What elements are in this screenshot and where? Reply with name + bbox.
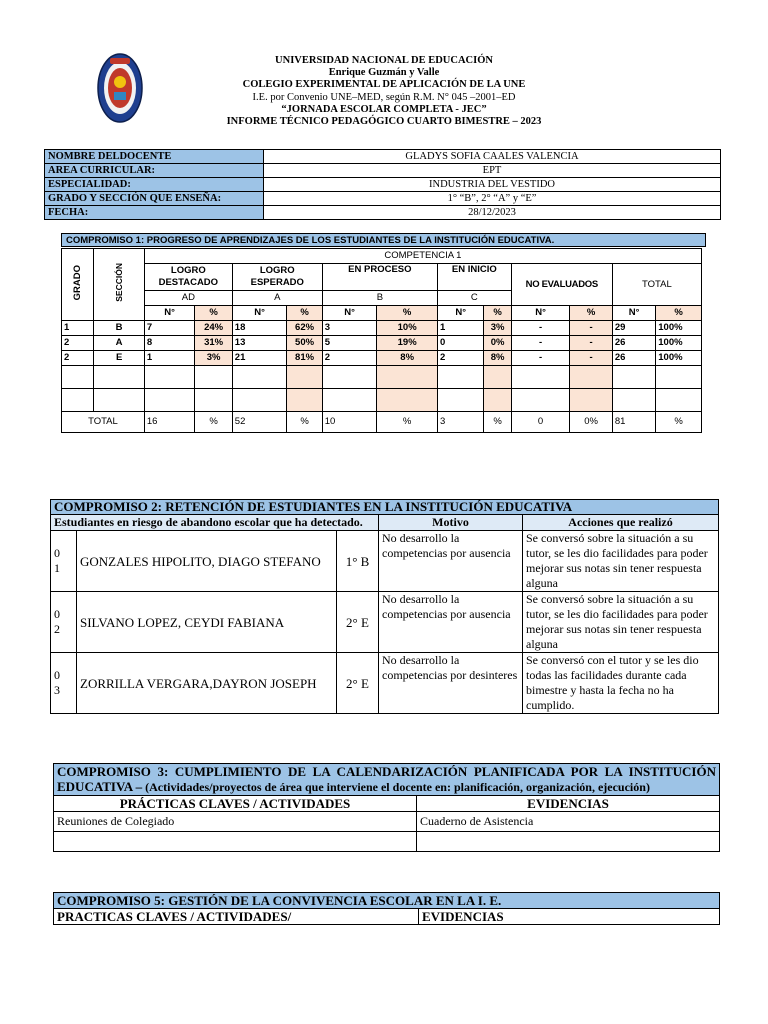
cell: 24% — [195, 321, 232, 336]
practicas-header: PRÁCTICAS CLAVES / ACTIVIDADES — [54, 796, 417, 812]
en-inicio-header: EN INICIO — [437, 264, 511, 291]
evidence-cell: Cuaderno de Asistencia — [417, 812, 720, 832]
b-label: B — [322, 291, 437, 306]
compromiso-2-title: COMPROMISO 2: RETENCIÓN DE ESTUDIANTES EN LA INSTITUCIÓN EDUCATIVA — [51, 500, 719, 515]
pct-header: % — [570, 306, 612, 321]
compromiso-5-title: COMPROMISO 5: GESTIÓN DE LA CONVIVENCIA ESCOLAR EN LA I. E. — [54, 893, 720, 909]
cell — [195, 389, 232, 412]
cell — [62, 389, 94, 412]
cell — [437, 366, 483, 389]
teacher-info-table — [44, 149, 721, 220]
cell: % — [484, 412, 511, 433]
table-row — [62, 351, 702, 366]
info-value: GLADYS SOFIA CAALES VALENCIA — [264, 150, 721, 164]
university-seal-logo — [96, 52, 144, 124]
student-grade: 2° E — [337, 592, 379, 653]
cell — [570, 389, 612, 412]
cell: 2 — [322, 351, 377, 366]
cell — [287, 366, 322, 389]
cell: 81% — [287, 351, 322, 366]
cell: 10% — [377, 321, 438, 336]
cell: % — [656, 412, 702, 433]
cell — [656, 366, 702, 389]
student-grade: 2° E — [337, 653, 379, 714]
cell — [511, 389, 570, 412]
cell: 13 — [232, 336, 287, 351]
cell: % — [195, 412, 232, 433]
compromiso-3-table — [53, 763, 720, 852]
cell: 0% — [570, 412, 612, 433]
info-row — [45, 164, 721, 178]
cell — [377, 366, 438, 389]
no-evaluados-header: NO EVALUADOS — [511, 264, 612, 306]
cell: A — [94, 336, 145, 351]
practicas-header: PRACTICAS CLAVES / ACTIVIDADES/ — [54, 909, 419, 925]
competencia-header: COMPETENCIA 1 — [144, 249, 701, 264]
cell: 19% — [377, 336, 438, 351]
motivo-header: Motivo — [379, 515, 523, 531]
cell: 10 — [322, 412, 377, 433]
student-name: ZORRILLA VERGARA,DAYRON JOSEPH — [77, 653, 337, 714]
info-value: INDUSTRIA DEL VESTIDO — [264, 178, 721, 192]
info-label: FECHA: — [45, 206, 264, 220]
table-row — [51, 653, 719, 714]
table-row — [54, 812, 720, 832]
cell: 8% — [377, 351, 438, 366]
activity-cell: Reuniones de Colegiado — [54, 812, 417, 832]
cell: 31% — [195, 336, 232, 351]
seccion-header: SECCIÓN — [94, 249, 145, 321]
cell: 3% — [484, 321, 511, 336]
cell: B — [94, 321, 145, 336]
cell: 0 — [511, 412, 570, 433]
info-row — [45, 206, 721, 220]
acciones-header: Acciones que realizó — [523, 515, 719, 531]
n-header: N° — [437, 306, 483, 321]
n-header: N° — [511, 306, 570, 321]
cell: - — [511, 321, 570, 336]
cell: 8 — [144, 336, 195, 351]
cell — [322, 366, 377, 389]
motivo: No desarrollo la competencias por ausencia — [379, 592, 523, 653]
row-number: 0 2 — [51, 592, 77, 653]
motivo: No desarrollo la competencias por desinteres — [379, 653, 523, 714]
cell: - — [570, 321, 612, 336]
student-name: GONZALES HIPOLITO, DIAGO STEFANO — [77, 531, 337, 592]
program-name: “JORNADA ESCOLAR COMPLETA - JEC” — [281, 103, 487, 115]
cell: 1 — [437, 321, 483, 336]
acciones: Se conversó sobre la situación a su tutor, se les dio facilidades para poder mejorar sus notas sin tener respuesta alguna — [523, 531, 719, 592]
table-row — [51, 531, 719, 592]
cell — [612, 389, 655, 412]
info-label: AREA CURRICULAR: — [45, 164, 264, 178]
n-header: N° — [612, 306, 655, 321]
cell: 18 — [232, 321, 287, 336]
report-title: INFORME TÉCNICO PEDAGÓGICO CUARTO BIMESTRE – 2023 — [226, 116, 542, 128]
info-value: 28/12/2023 — [264, 206, 721, 220]
info-row — [45, 150, 721, 164]
cell: % — [377, 412, 438, 433]
table-row — [51, 592, 719, 653]
cell: 0% — [484, 336, 511, 351]
table-row — [62, 336, 702, 351]
cell — [94, 389, 145, 412]
n-header: N° — [144, 306, 195, 321]
info-label: ESPECIALIDAD: — [45, 178, 264, 192]
student-name: SILVANO LOPEZ, CEYDI FABIANA — [77, 592, 337, 653]
evidencias-header: EVIDENCIAS — [417, 796, 720, 812]
cell — [144, 366, 195, 389]
empty-row — [62, 366, 702, 389]
motivo: No desarrollo la competencias por ausencia — [379, 531, 523, 592]
cell: 3 — [437, 412, 483, 433]
cell: - — [511, 351, 570, 366]
cell: 2 — [62, 336, 94, 351]
a-label: A — [232, 291, 322, 306]
total-header: TOTAL — [612, 264, 701, 306]
students-at-risk-header: Estudiantes en riesgo de abandono escolar que ha detectado. — [51, 515, 379, 531]
document-header — [150, 55, 618, 128]
info-value: EPT — [264, 164, 721, 178]
cell — [195, 366, 232, 389]
pct-header: % — [377, 306, 438, 321]
grado-header: GRADO — [62, 249, 94, 321]
cell — [287, 389, 322, 412]
pct-header: % — [195, 306, 232, 321]
pct-header: % — [484, 306, 511, 321]
cell — [437, 389, 483, 412]
cell: - — [570, 336, 612, 351]
compromiso-3-title — [54, 764, 720, 796]
agreement-line: I.E. por Convenio UNE–MED, según R.M. N° 045 –2001–ED — [252, 91, 516, 103]
cell — [656, 389, 702, 412]
logro-destacado-header: LOGRO DESTACADO — [144, 264, 232, 291]
cell: 16 — [144, 412, 195, 433]
cell — [232, 389, 287, 412]
compromiso-5-table — [53, 892, 720, 925]
cell: 50% — [287, 336, 322, 351]
cell: 1 — [62, 321, 94, 336]
school-name: COLEGIO EXPERIMENTAL DE APLICACIÓN DE LA UNE — [242, 79, 526, 91]
info-row — [45, 178, 721, 192]
university-name: UNIVERSIDAD NACIONAL DE EDUCACIÓN — [275, 55, 493, 66]
cell: E — [94, 351, 145, 366]
compromiso-1-title: COMPROMISO 1: PROGRESO DE APRENDIZAJES DE LOS ESTUDIANTES DE LA INSTITUCIÓN EDUCATIVA. — [61, 233, 706, 247]
cell: 5 — [322, 336, 377, 351]
acciones: Se conversó con el tutor y se les dio todas las facilidades durante cada bimestre y hasta la fecha no ha cumplido. — [523, 653, 719, 714]
cell: 26 — [612, 336, 655, 351]
cell: 21 — [232, 351, 287, 366]
university-subtitle: Enrique Guzmán y Valle — [328, 67, 440, 79]
cell: 100% — [656, 351, 702, 366]
cell — [511, 366, 570, 389]
cell: 2 — [437, 351, 483, 366]
info-row — [45, 192, 721, 206]
cell — [322, 389, 377, 412]
cell: 81 — [612, 412, 655, 433]
total-label: TOTAL — [62, 412, 145, 433]
logro-esperado-header: LOGRO ESPERADO — [232, 264, 322, 291]
ad-label: AD — [144, 291, 232, 306]
compromiso-3-title-main: COMPROMISO 3: CUMPLIMIENTO DE LA CALENDARIZACIÓN PLANIFICADA POR LA INSTITUCIÓN EDUCATIVA – — [57, 764, 716, 794]
n-header: N° — [232, 306, 287, 321]
student-grade: 1° B — [337, 531, 379, 592]
cell — [484, 389, 511, 412]
cell — [612, 366, 655, 389]
cell — [570, 366, 612, 389]
compromiso-3-title-detail: (Actividades/proyectos de área que interviene el docente en: planificación, organización, ejecución) — [142, 780, 650, 794]
c-label: C — [437, 291, 511, 306]
en-proceso-header: EN PROCESO — [322, 264, 437, 291]
info-label: GRADO Y SECCIÓN QUE ENSEÑA: — [45, 192, 264, 206]
cell — [94, 366, 145, 389]
evidence-cell — [417, 832, 720, 852]
total-row — [62, 412, 702, 433]
cell: 1 — [144, 351, 195, 366]
table-row — [62, 321, 702, 336]
n-header: N° — [322, 306, 377, 321]
row-number: 0 3 — [51, 653, 77, 714]
cell: 2 — [62, 351, 94, 366]
compromiso-2-table — [50, 499, 719, 714]
cell: 7 — [144, 321, 195, 336]
cell: 52 — [232, 412, 287, 433]
compromiso-1-table — [61, 248, 702, 433]
cell: - — [570, 351, 612, 366]
info-value: 1° “B”, 2° “A” y “E” — [264, 192, 721, 206]
pct-header: % — [287, 306, 322, 321]
cell — [62, 366, 94, 389]
cell: 3% — [195, 351, 232, 366]
cell: 62% — [287, 321, 322, 336]
empty-row — [62, 389, 702, 412]
empty-row — [54, 832, 720, 852]
cell: 29 — [612, 321, 655, 336]
pct-header: % — [656, 306, 702, 321]
cell: 3 — [322, 321, 377, 336]
cell: 8% — [484, 351, 511, 366]
cell — [377, 389, 438, 412]
activity-cell — [54, 832, 417, 852]
cell: 26 — [612, 351, 655, 366]
cell — [232, 366, 287, 389]
cell — [144, 389, 195, 412]
cell: - — [511, 336, 570, 351]
cell — [484, 366, 511, 389]
cell: % — [287, 412, 322, 433]
cell: 100% — [656, 336, 702, 351]
acciones: Se conversó sobre la situación a su tutor, se les dio facilidades para poder mejorar sus notas sin tener respuesta alguna — [523, 592, 719, 653]
evidencias-header: EVIDENCIAS — [419, 909, 720, 925]
row-number: 0 1 — [51, 531, 77, 592]
cell: 0 — [437, 336, 483, 351]
info-label: NOMBRE DELDOCENTE — [45, 150, 264, 164]
cell: 100% — [656, 321, 702, 336]
